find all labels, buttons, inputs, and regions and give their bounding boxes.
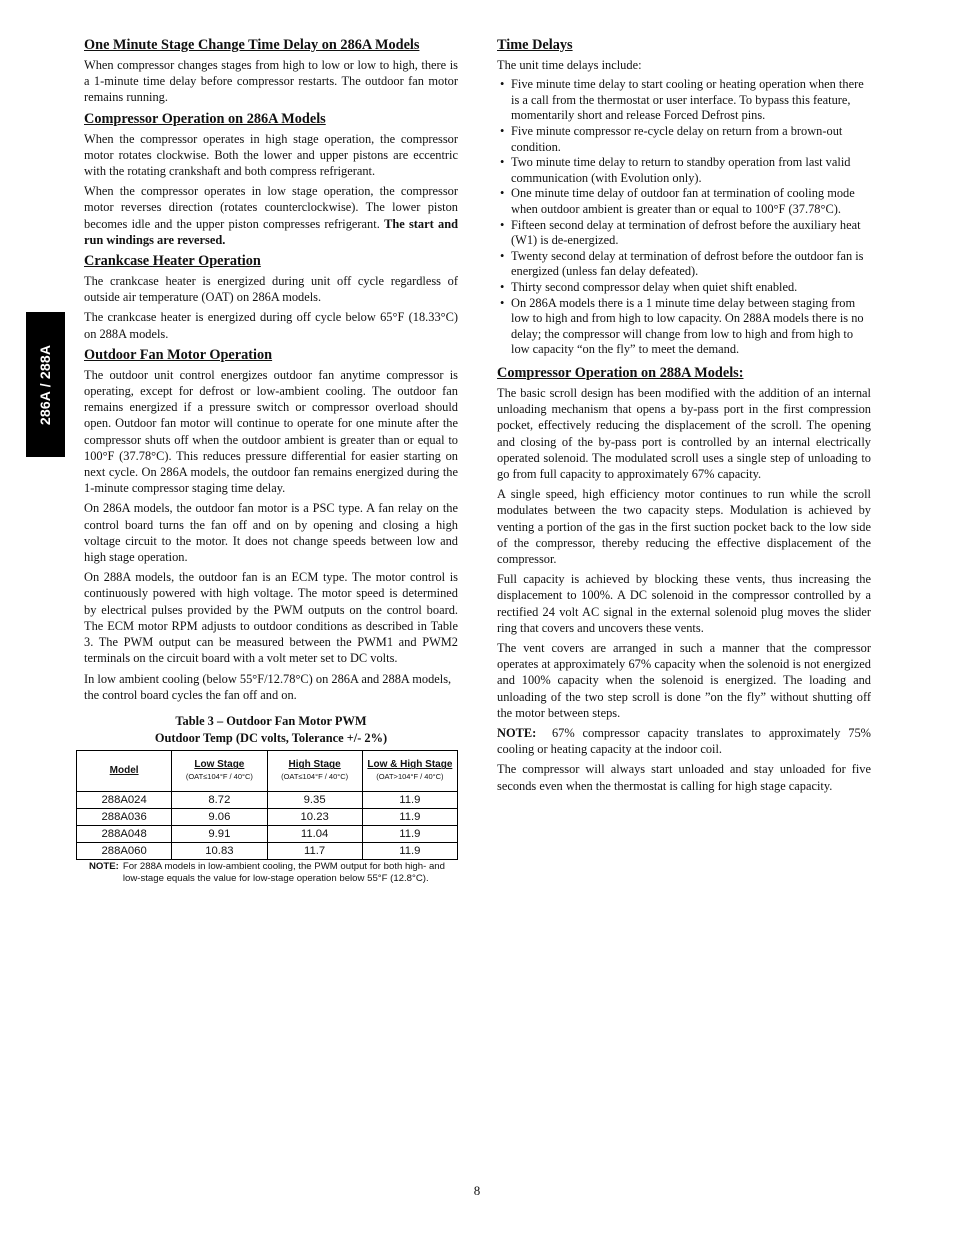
paragraph: The outdoor unit control energizes outdoor fan anytime compressor is operating, except for defrost or low-ambient cooling. The outdoor fan remains energized if a pressure switch or compressor overload should open. Outdoor fan motor will continue to operate for one minute after the compressor shuts off when the outdoor ambient is greater than or equal to 100°F (37.78°C). This reduces pressure differential for easier starting on next cycle. On 286A models, the outdoor fan remains energized during the 1-minute compressor staging time delay. [84, 367, 458, 496]
note-text: 67% compressor capacity translates to approximately 75% cooling or heating capacity at the indoor coil. [497, 725, 871, 757]
heading-time-delays: Time Delays [497, 37, 573, 53]
paragraph-text: When the compressor operates in low stage operation, the compressor motor reverses direction (rotates counterclockwise). The lower piston becomes idle and the upper piston compresses refrigerant. [84, 184, 458, 231]
table-header-row [77, 750, 458, 791]
table-cell: 8.72 [172, 791, 267, 808]
paragraph: The crankcase heater is energized during off cycle below 65°F (18.33°C) on 288A models. [84, 310, 458, 341]
table-cell: 288A060 [77, 842, 172, 859]
paragraph: Full capacity is achieved by blocking these vents, thus increasing the displacement to 100%. A DC solenoid in the compressor controlled by a rectified 24 volt AC signal in the external solenoid plug moves the slider ring that covers and uncovers these vents. [497, 572, 871, 635]
table-cell: 11.9 [362, 791, 457, 808]
table-cell: 10.23 [267, 808, 362, 825]
right-column [497, 36, 871, 798]
list-item: • Two minute time delay to return to standby operation from last valid communication (with Evolution only). [497, 155, 871, 186]
note-paragraph [497, 725, 871, 757]
paragraph: The unit time delays include: [497, 58, 642, 72]
table-cell: 9.06 [172, 808, 267, 825]
section-side-tab [26, 312, 65, 457]
bold-text: The start and run windings are reversed. [84, 216, 458, 247]
table-cell: 288A024 [77, 791, 172, 808]
table-cell: 11.7 [267, 842, 362, 859]
paragraph: On 288A models, the outdoor fan is an ECM type. The motor control is continuously powered with high voltage. The motor speed is determined by electrical pulses provided by the PWM outputs on the control board. The ECM motor RPM adjusts to outdoor conditions as described in Table 3. The PWM output can be measured between the PWM1 and PWM2 terminals on the circuit board with a volt meter set to DC volts. [84, 570, 458, 666]
list-item: • On 286A models there is a 1 minute time delay between staging from low to high and from high to low capacity. On 288A models there is no delay; the compressor will change from low to high and from high to low capacity “on the fly” to meet the demand. [497, 296, 871, 358]
table-caption [84, 713, 458, 747]
table-row [77, 808, 458, 825]
note-label: NOTE: [497, 725, 537, 740]
side-tab-label: 286A / 288A [37, 344, 54, 425]
table-row [77, 825, 458, 842]
heading-compressor-operation-286a: Compressor Operation on 286A Models [84, 110, 326, 127]
table-cell: 9.35 [267, 791, 362, 808]
table-row [77, 791, 458, 808]
list-item: • Five minute compressor re-cycle delay on return from a brown-out condition. [497, 124, 871, 155]
pwm-table [76, 750, 458, 860]
list-item: • Twenty second delay at termination of defrost before the outdoor fan is energized (unless fan delay defeated). [497, 249, 871, 280]
paragraph: When compressor changes stages from high to low or low to high, there is a 1-minute time delay before compressor restarts. The outdoor fan motor remains running. [84, 58, 458, 105]
list-item: • Thirty second compressor delay when quiet shift enabled. [497, 280, 871, 296]
paragraph-with-bold [84, 183, 458, 248]
paragraph: The compressor will always start unloaded and stay unloaded for five seconds even when the thermostat is calling for high stage capacity. [497, 762, 871, 793]
column-header: Low Stage (OAT≤104°F / 40°C) [172, 750, 267, 791]
time-delay-list [497, 77, 871, 358]
heading-crankcase-heater: Crankcase Heater Operation [84, 253, 261, 270]
table-cell: 11.9 [362, 842, 457, 859]
table-row [77, 842, 458, 859]
column-header: Model [77, 750, 172, 791]
paragraph: On 286A models, the outdoor fan motor is a PSC type. A fan relay on the control board turns the fan off and on by opening and closing a high voltage circuit to the motor. It does not change speeds between low and high stage operation. [84, 501, 458, 565]
table-cell: 288A048 [77, 825, 172, 842]
table-cell: 9.91 [172, 825, 267, 842]
paragraph: The vent covers are arranged in such a manner that the compressor operates at approximately 67% capacity when the solenoid is not energized and 100% capacity when the solenoid is energized. The loading and unloading of the two step scroll is done ”on the fly” without shutting off the motor between steps. [497, 640, 871, 720]
left-column [84, 36, 458, 886]
paragraph: The crankcase heater is energized during unit off cycle regardless of outside air temperature (OAT) on 286A models. [84, 274, 458, 305]
table-note-text: For 288A models in low-ambient cooling, the PWM output for both high- and low-stage equals the value for low-stage operation below 55°F (12.8°C). [122, 860, 445, 885]
table-caption-line2: Outdoor Temp (DC volts, Tolerance +/- 2%) [154, 730, 388, 745]
paragraph: A single speed, high efficiency motor continues to run while the scroll modulates between the two capacity steps. Modulation is achieved by venting a portion of the gas in the first suction pocket back to the low side of the compressor, thereby reducing the effective displacement of the compressor. [497, 487, 871, 566]
table-cell: 288A036 [77, 808, 172, 825]
column-header: Low & High Stage (OAT>104°F / 40°C) [362, 750, 457, 791]
table-cell: 11.04 [267, 825, 362, 842]
table-caption-line1: Table 3 – Outdoor Fan Motor PWM [175, 713, 367, 728]
list-item: • Fifteen second delay at termination of defrost before the auxiliary heat (W1) is de-energized. [497, 218, 871, 249]
heading-outdoor-fan-motor: Outdoor Fan Motor Operation [84, 346, 273, 363]
list-item: • Five minute time delay to start cooling or heating operation when there is a call from the thermostat or user interface. To bypass this feature, momentarily short and release Forced Defrost pins. [497, 77, 871, 124]
table-cell: 11.9 [362, 808, 457, 825]
paragraph: In low ambient cooling (below 55°F/12.78°C) on 286A and 288A models, the control board cycles the fan off and on. [84, 671, 452, 702]
table-note-label: NOTE: [89, 860, 119, 872]
table-note [89, 861, 458, 886]
list-item: • One minute time delay of outdoor fan at termination of cooling mode when outdoor ambient is greater than or equal to 100°F (37.78°C). [497, 186, 871, 217]
heading-stage-change-delay: One Minute Stage Change Time Delay on 286A Models [84, 37, 420, 53]
table-cell: 11.9 [362, 825, 457, 842]
column-header: High Stage (OAT≤104°F / 40°C) [267, 750, 362, 791]
paragraph: When the compressor operates in high stage operation, the compressor motor rotates clockwise. Both the lower and upper pistons are eccentric with the rotating crankshaft and both compress refrigerant. [84, 131, 458, 179]
paragraph: The basic scroll design has been modified with the addition of an internal unloading mechanism that opens a by-pass port in the first compression pocket, effectively reducing the displacement of the scroll. The opening and closing of the by-pass port is controlled by an internal electrically operated solenoid. The modulated scroll uses a single step of unloading to go from full capacity to approximately 67% capacity. [497, 385, 871, 481]
page-number: 8 [473, 1183, 481, 1198]
table-cell: 10.83 [172, 842, 267, 859]
heading-compressor-operation-288a: Compressor Operation on 288A Models: [497, 364, 744, 381]
